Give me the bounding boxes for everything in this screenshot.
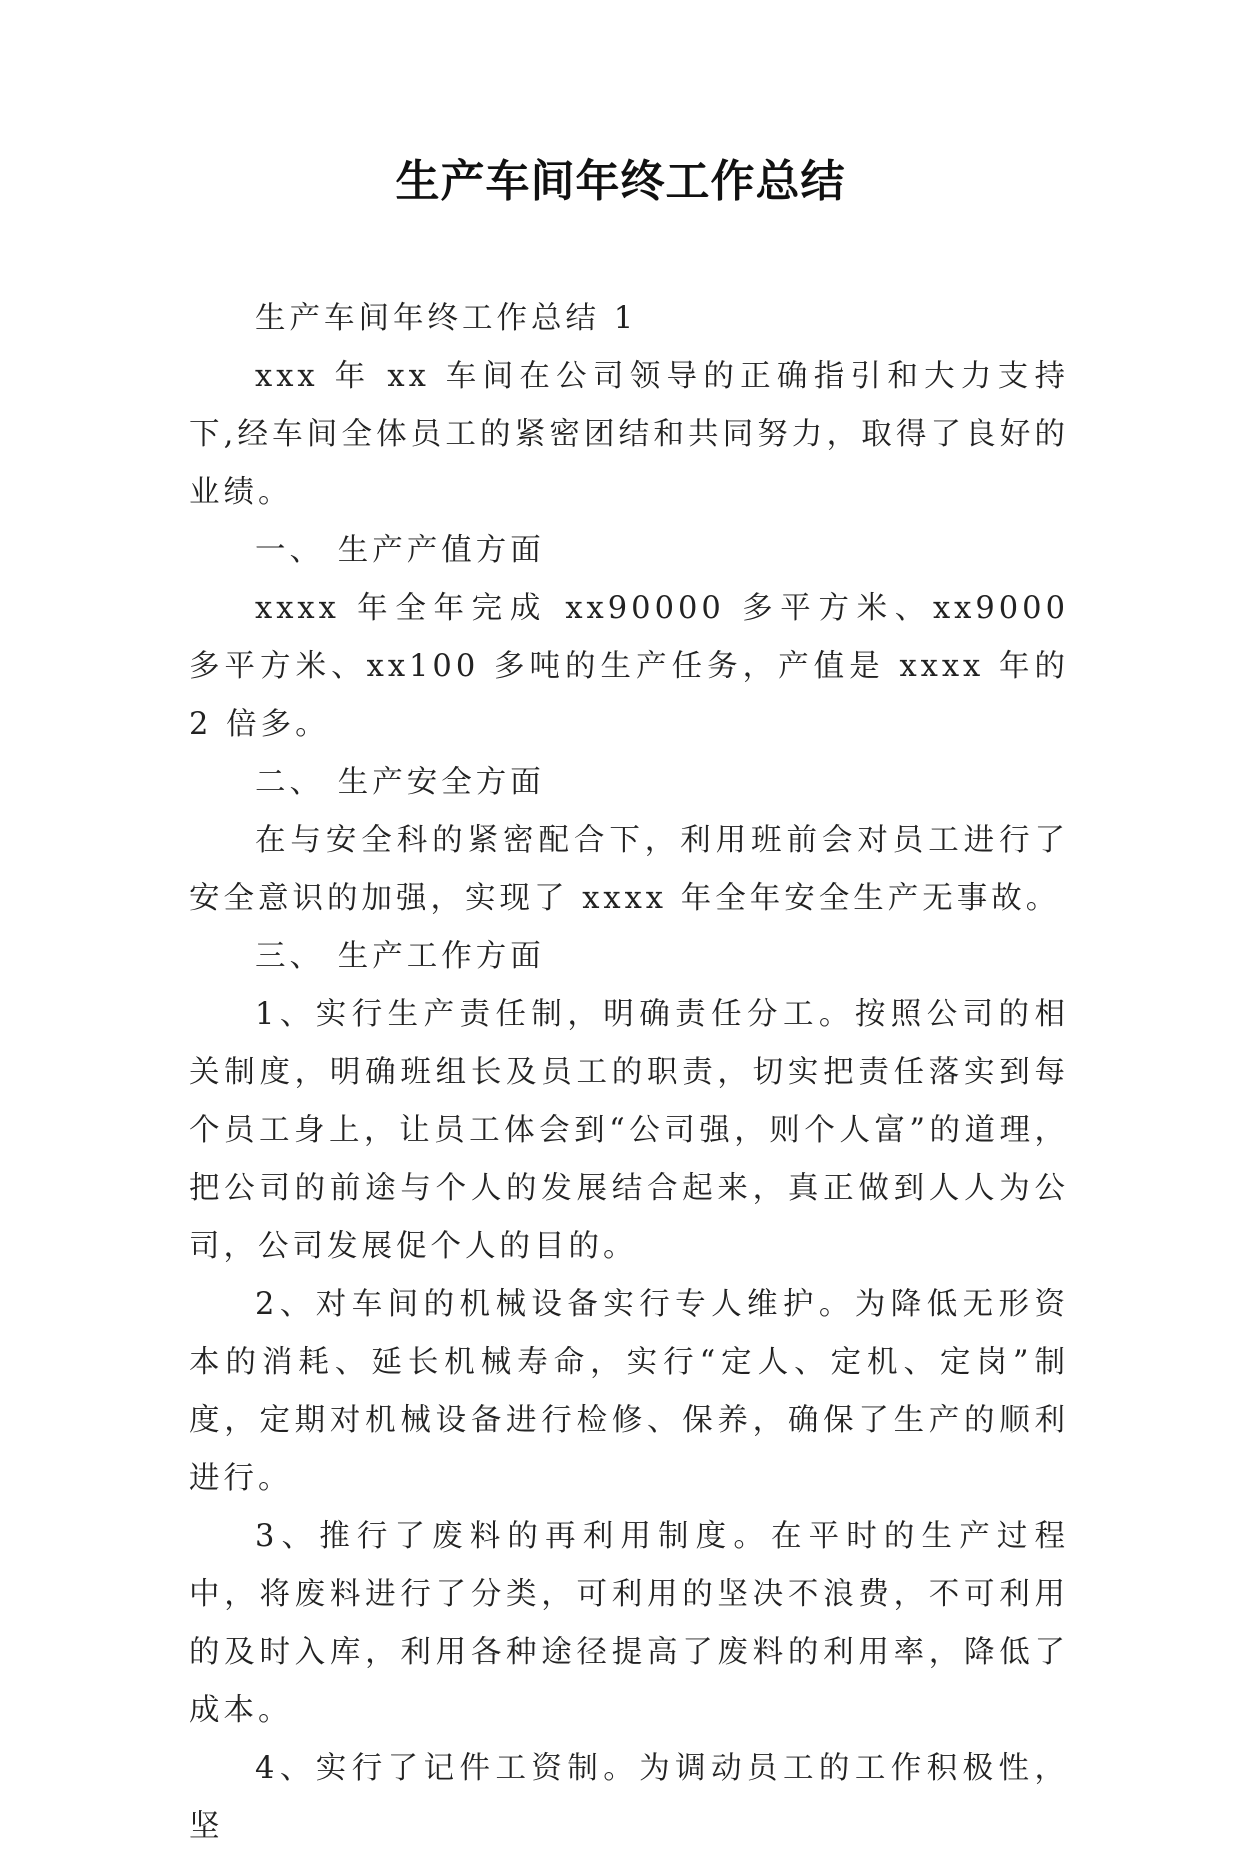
work-item-3-paragraph: 3、推行了废料的再利用制度。在平时的生产过程中，将废料进行了分类，可利用的坚决不浪费，不可利用的及时入库，利用各种途径提高了废料的利用率，降低了成本。 — [189, 1519, 1069, 1728]
subtitle-paragraph: 生产车间年终工作总结 1 — [255, 301, 638, 336]
output-paragraph: xxxx 年全年完成 xx90000 多平方米、xx9000 多平方米、xx100 多吨的生产任务，产值是 xxxx 年的 2 倍多。 — [189, 591, 1069, 742]
work-item-2-paragraph: 2、对车间的机械设备实行专人维护。为降低无形资本的消耗、延长机械寿命，实行“定人、定机、定岗”制度，定期对机械设备进行检修、保养，确保了生产的顺利进行。 — [189, 1287, 1069, 1496]
section-heading-work: 三、 生产工作方面 — [255, 939, 545, 974]
document-body — [189, 290, 1069, 1856]
work-item-1-paragraph: 1、实行生产责任制，明确责任分工。按照公司的相关制度，明确班组长及员工的职责，切实把责任落实到每个员工身上，让员工体会到“公司强，则个人富”的道理，把公司的前途与个人的发展结合起来，真正做到人人为公司，公司发展促个人的目的。 — [189, 997, 1069, 1264]
section-heading-output: 一、 生产产值方面 — [255, 533, 545, 568]
section-heading-safety: 二、 生产安全方面 — [255, 765, 545, 800]
document-title: 生产车间年终工作总结 — [395, 156, 846, 207]
safety-paragraph: 在与安全科的紧密配合下，利用班前会对员工进行了安全意识的加强，实现了 xxxx 年全年安全生产无事故。 — [189, 823, 1069, 916]
intro-paragraph: xxx 年 xx 车间在公司领导的正确指引和大力支持下,经车间全体员工的紧密团结和共同努力，取得了良好的业绩。 — [189, 359, 1069, 510]
work-item-4-paragraph: 4、实行了记件工资制。为调动员工的工作积极性，坚 — [189, 1751, 1069, 1844]
